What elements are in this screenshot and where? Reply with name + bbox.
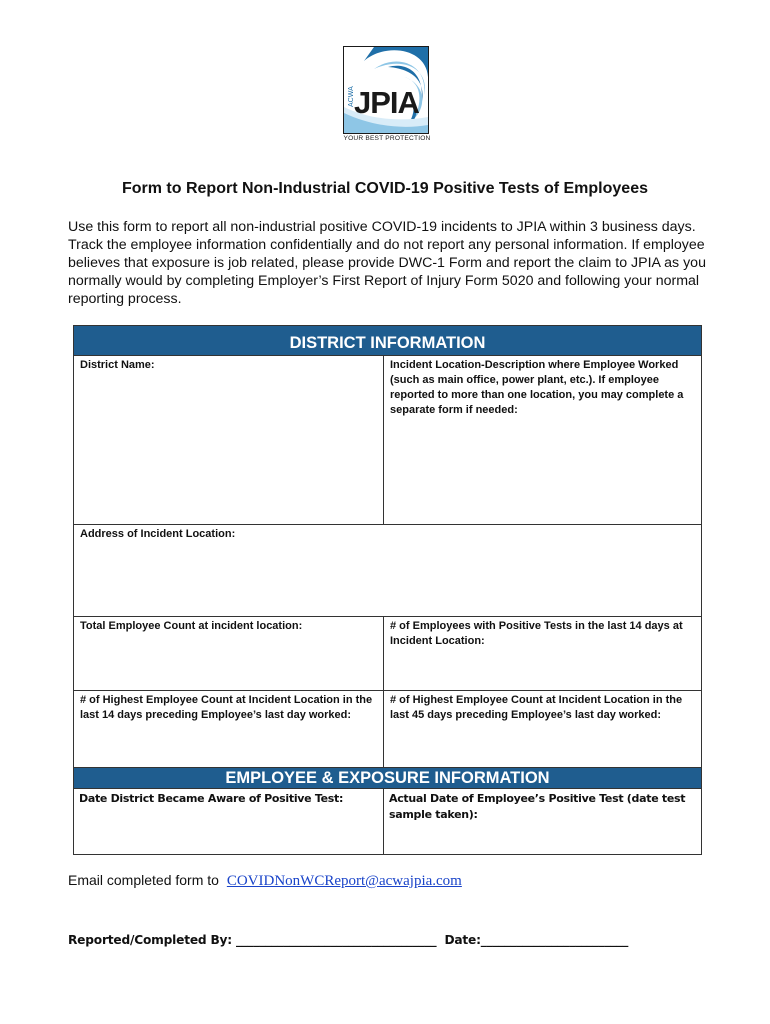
employee-exposure-header: EMPLOYEE & EXPOSURE INFORMATION bbox=[74, 768, 702, 789]
district-name-label: District Name: bbox=[80, 359, 155, 371]
total-employee-count-field[interactable] bbox=[74, 617, 384, 691]
form-title: Form to Report Non-Industrial COVID-19 Positive Tests of Employees bbox=[121, 180, 648, 197]
email-link[interactable]: COVIDNonWCReport@acwajpia.com bbox=[226, 873, 462, 889]
district-name-field[interactable] bbox=[74, 356, 384, 525]
positive-test-date-field[interactable] bbox=[384, 789, 702, 855]
highest-count-14-days-field[interactable] bbox=[74, 691, 384, 768]
incident-location-field[interactable] bbox=[384, 356, 702, 525]
address-label: Address of Incident Location: bbox=[80, 528, 236, 540]
logo-tagline: YOUR BEST PROTECTION bbox=[343, 135, 431, 142]
address-field[interactable] bbox=[74, 525, 702, 617]
highest-count-45-days-field[interactable] bbox=[384, 691, 702, 768]
positive-tests-label: # of Employees with Positive Tests in the last 14 days at Incident Location: bbox=[390, 620, 683, 647]
incident-location-label: Incident Location-Description where Employee Worked (such as main office, power plant, etc.). If employee reported to more than one location, you may complete a separate form if needed: bbox=[390, 359, 684, 416]
highest-count-14-days-label: # of Highest Employee Count at Incident Location in the last 14 days preceding Employee’s last day worked: bbox=[80, 694, 373, 721]
aware-date-label: Date District Became Aware of Positive Test: bbox=[79, 792, 344, 805]
reported-by-line[interactable]: Reported/Completed By: __________________________________ Date:_________________________ bbox=[68, 933, 629, 947]
positive-tests-field[interactable] bbox=[384, 617, 702, 691]
highest-count-45-days-label: # of Highest Employee Count at Incident Location in the last 45 days preceding Employee’s last day worked: bbox=[390, 694, 683, 721]
intro-paragraph: Use this form to report all non-industrial positive COVID-19 incidents to JPIA within 3 business days. Track the employee information confidentially and do not report any personal information. If employee believes that exposure is job related, please provide DWC-1 Form and report the claim to JPIA as you normally would by completing Employer’s First Report of Injury Form 5020 and following your normal reporting process. bbox=[68, 219, 706, 307]
report-form-table bbox=[73, 325, 702, 855]
svg-text:JPIA: JPIA bbox=[354, 85, 419, 120]
total-employee-count-label: Total Employee Count at incident location: bbox=[80, 620, 303, 632]
svg-text:ACWA: ACWA bbox=[348, 86, 355, 107]
acwa-jpia-logo bbox=[343, 46, 429, 134]
email-prefix: Email completed form to bbox=[68, 872, 219, 888]
aware-date-field[interactable] bbox=[74, 789, 384, 855]
district-information-header: DISTRICT INFORMATION bbox=[74, 326, 702, 356]
positive-test-date-label: Actual Date of Employee’s Positive Test (date test sample taken): bbox=[389, 792, 686, 821]
email-instruction bbox=[68, 872, 462, 890]
logo-graphic bbox=[344, 47, 428, 133]
